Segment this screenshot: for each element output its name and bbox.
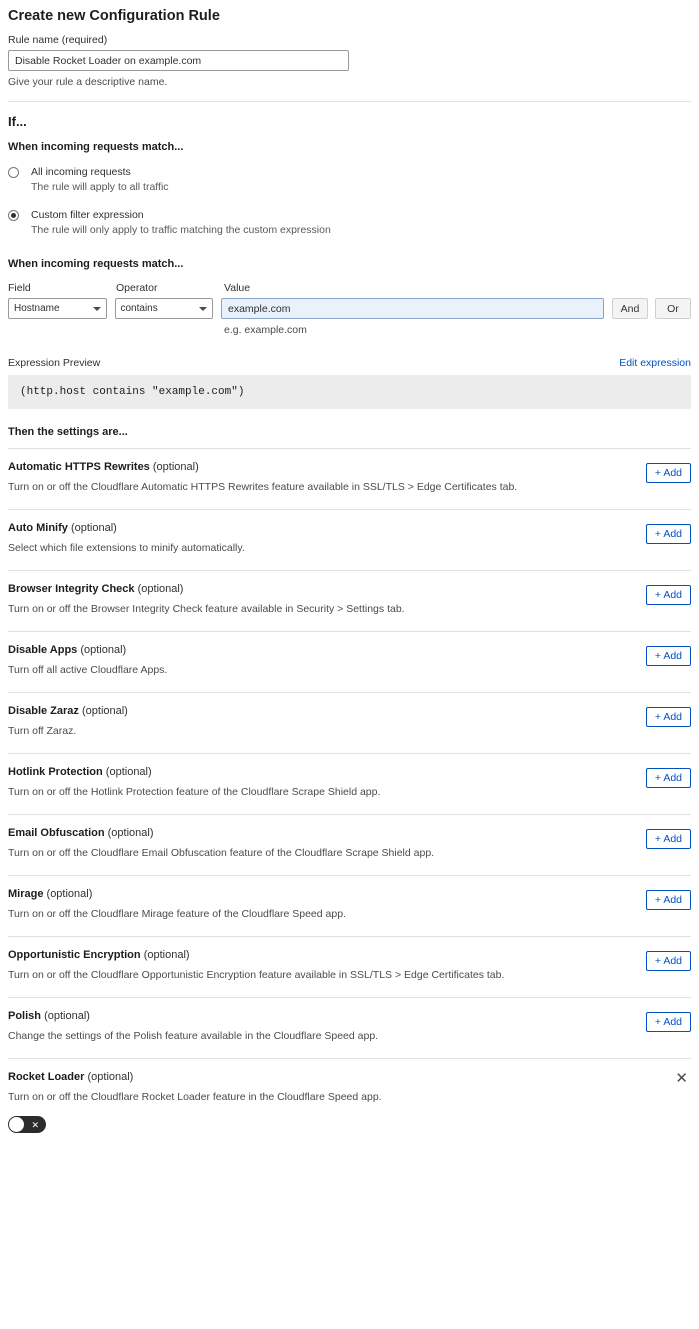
value-input[interactable]	[221, 298, 604, 319]
setting-row	[8, 692, 691, 753]
field-select[interactable]	[8, 298, 107, 319]
setting-title: Mirage	[8, 888, 44, 900]
setting-title: Disable Zaraz	[8, 705, 79, 717]
setting-row	[8, 875, 691, 936]
and-button[interactable]: And	[612, 298, 648, 319]
setting-optional: (optional)	[81, 705, 128, 717]
expression-preview-header	[8, 357, 691, 369]
rule-name-label: Rule name (required)	[8, 34, 108, 46]
setting-optional: (optional)	[105, 766, 152, 778]
setting-description: Turn on or off the Cloudflare Mirage feature of the Cloudflare Speed app.	[8, 908, 346, 920]
add-setting-button[interactable]: + Add	[646, 890, 691, 910]
setting-title: Automatic HTTPS Rewrites	[8, 461, 150, 473]
setting-row	[8, 448, 691, 509]
setting-title: Disable Apps	[8, 644, 78, 656]
setting-optional: (optional)	[143, 949, 190, 961]
add-setting-button[interactable]: + Add	[646, 646, 691, 666]
chevron-down-icon	[93, 307, 101, 311]
radio-icon-custom-filter[interactable]	[8, 210, 19, 221]
expression-preview-label: Expression Preview	[8, 357, 101, 369]
setting-description: Turn on or off the Cloudflare Rocket Loader feature in the Cloudflare Speed app.	[8, 1091, 382, 1103]
setting-optional: (optional)	[107, 827, 154, 839]
setting-description: Turn off Zaraz.	[8, 725, 77, 737]
add-setting-button[interactable]: + Add	[646, 707, 691, 727]
radio-option-custom-filter[interactable]	[8, 208, 691, 238]
setting-title: Opportunistic Encryption	[8, 949, 141, 961]
toggle-off-icon: ✕	[31, 1119, 39, 1130]
add-setting-button[interactable]: + Add	[646, 768, 691, 788]
add-setting-button[interactable]: + Add	[646, 463, 691, 483]
radio-option-all-requests[interactable]	[8, 165, 691, 195]
setting-description: Turn on or off the Cloudflare Automatic HTTPS Rewrites feature available in SSL/TLS > Edge Certificates tab.	[8, 481, 518, 493]
close-icon[interactable]: ✕	[675, 1070, 688, 1087]
setting-optional: (optional)	[80, 644, 127, 656]
column-header-field: Field	[8, 282, 31, 294]
toggle-knob	[9, 1117, 24, 1132]
divider	[8, 101, 691, 102]
setting-title: Hotlink Protection	[8, 766, 103, 778]
operator-select-value: contains	[120, 303, 158, 314]
column-header-value: Value	[224, 282, 251, 294]
add-setting-button[interactable]: + Add	[646, 951, 691, 971]
radio-desc-custom-filter: The rule will only apply to traffic matching the custom expression	[31, 224, 331, 236]
or-button[interactable]: Or	[655, 298, 691, 319]
setting-title: Polish	[8, 1010, 42, 1022]
setting-description: Turn on or off the Browser Integrity Check feature available in Security > Settings tab.	[8, 603, 405, 615]
radio-label-custom-filter: Custom filter expression	[31, 209, 144, 221]
add-setting-button[interactable]: + Add	[646, 524, 691, 544]
add-setting-button[interactable]: + Add	[646, 829, 691, 849]
value-helper: e.g. example.com	[224, 324, 307, 336]
setting-optional: (optional)	[87, 1071, 134, 1083]
setting-row	[8, 997, 691, 1058]
radio-icon-all-requests[interactable]	[8, 167, 19, 178]
setting-title: Browser Integrity Check	[8, 583, 135, 595]
setting-title: Email Obfuscation	[8, 827, 105, 839]
filter-column-headers	[8, 282, 691, 294]
chevron-down-icon	[199, 307, 207, 311]
rule-name-helper: Give your rule a descriptive name.	[8, 76, 168, 88]
setting-row	[8, 631, 691, 692]
setting-row-rocket-loader	[8, 1058, 691, 1146]
setting-row	[8, 936, 691, 997]
if-section-heading: If...	[8, 114, 27, 129]
then-section-heading: Then the settings are...	[8, 426, 128, 438]
setting-row	[8, 570, 691, 631]
add-setting-button[interactable]: + Add	[646, 585, 691, 605]
setting-description: Turn on or off the Cloudflare Email Obfuscation feature of the Cloudflare Scrape Shield app.	[8, 847, 435, 859]
page-title: Create new Configuration Rule	[8, 8, 220, 24]
setting-row	[8, 509, 691, 570]
setting-description: Turn on or off the Hotlink Protection feature of the Cloudflare Scrape Shield app.	[8, 786, 381, 798]
setting-optional: (optional)	[46, 888, 93, 900]
column-header-operator: Operator	[116, 282, 158, 294]
setting-description: Select which file extensions to minify automatically.	[8, 542, 245, 554]
rule-name-group	[8, 34, 691, 88]
rule-name-input[interactable]	[8, 50, 349, 71]
operator-select[interactable]	[115, 298, 214, 319]
setting-optional: (optional)	[137, 583, 184, 595]
setting-title: Rocket Loader	[8, 1071, 85, 1083]
setting-optional: (optional)	[70, 522, 117, 534]
setting-description: Turn off all active Cloudflare Apps.	[8, 664, 168, 676]
setting-title: Auto Minify	[8, 522, 68, 534]
setting-row	[8, 814, 691, 875]
setting-description: Change the settings of the Polish feature available in the Cloudflare Speed app.	[8, 1030, 379, 1042]
filter-heading: When incoming requests match...	[8, 258, 184, 270]
expression-preview-box: (http.host contains "example.com")	[8, 375, 691, 409]
setting-optional: (optional)	[152, 461, 199, 473]
add-setting-button[interactable]: + Add	[646, 1012, 691, 1032]
edit-expression-link[interactable]: Edit expression	[619, 357, 691, 369]
setting-row	[8, 753, 691, 814]
rocket-loader-toggle[interactable]	[8, 1116, 46, 1133]
setting-description: Turn on or off the Cloudflare Opportunistic Encryption feature available in SSL/TLS > Edge Certificates tab.	[8, 969, 505, 981]
filter-row	[8, 298, 691, 319]
radio-desc-all-requests: The rule will apply to all traffic	[31, 181, 169, 193]
radio-label-all-requests: All incoming requests	[31, 166, 131, 178]
field-select-value: Hostname	[14, 303, 60, 314]
match-heading: When incoming requests match...	[8, 141, 184, 153]
setting-optional: (optional)	[44, 1010, 90, 1022]
filter-builder	[8, 258, 691, 336]
